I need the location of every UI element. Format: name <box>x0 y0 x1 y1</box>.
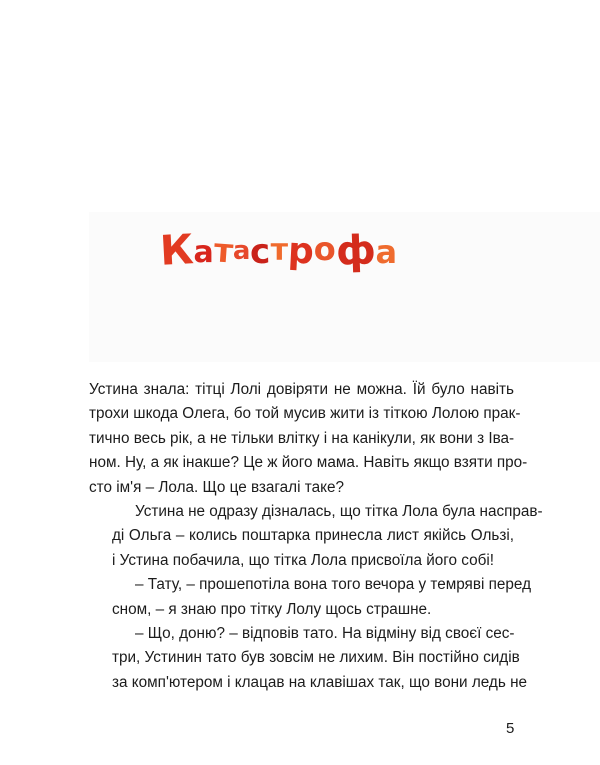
title-letter: а <box>193 235 214 270</box>
text-line: – Що, доню? – відповів тато. На відміну від своєї сес- <box>135 625 515 643</box>
text-line: ном. Ну, а як інакше? Це ж його мама. Навіть якщо взяти про- <box>89 454 528 472</box>
text-line: три, Устинин тато був зовсім не лихим. Він постійно сидів <box>112 649 520 667</box>
title-letter: о <box>313 230 336 268</box>
chapter-title <box>158 218 450 275</box>
page-number: 5 <box>506 720 515 737</box>
title-letter: т <box>270 233 288 268</box>
paragraph-3 <box>89 573 532 622</box>
title-letter: с <box>249 231 272 273</box>
text-line: тично весь рік, а не тільки влітку і на канікули, як вони з Іва- <box>89 429 515 447</box>
text-line: сто ім'я – Лола. Що це взагалі таке? <box>89 478 344 496</box>
text-line: і Устина побачила, що тітка Лола присвоїла його собі! <box>112 551 494 569</box>
paragraph-2 <box>89 500 543 573</box>
text-line: Устина знала: тітці Лолі довіряти не можна. Їй було навіть <box>89 381 514 398</box>
text-line: трохи шкода Олега, бо той мусив жити із тіткою Лолою прак- <box>89 405 521 423</box>
text-line: за комп'ютером і клацав на клавішах так, що вони ледь не <box>112 673 528 691</box>
title-letter: К <box>158 225 195 275</box>
title-letter: т <box>212 230 235 271</box>
text-line: ді Ольга – колись поштарка принесла лист якійсь Ользі, <box>112 527 514 545</box>
paragraph-4 <box>89 622 528 695</box>
chapter-body <box>89 378 543 695</box>
text-line: Устина не одразу дізналась, що тітка Лола була насправ- <box>135 503 543 521</box>
title-letter: а <box>375 233 398 271</box>
text-line: – Тату, – прошепотіла вона того вечора у темряві перед <box>135 576 532 594</box>
title-letter: а <box>232 236 251 266</box>
title-letter: р <box>286 230 315 273</box>
title-letter: ф <box>334 227 377 275</box>
paragraph-1 <box>89 378 528 500</box>
text-line: сном, – я знаю про тітку Лолу щось страшне. <box>112 600 432 618</box>
